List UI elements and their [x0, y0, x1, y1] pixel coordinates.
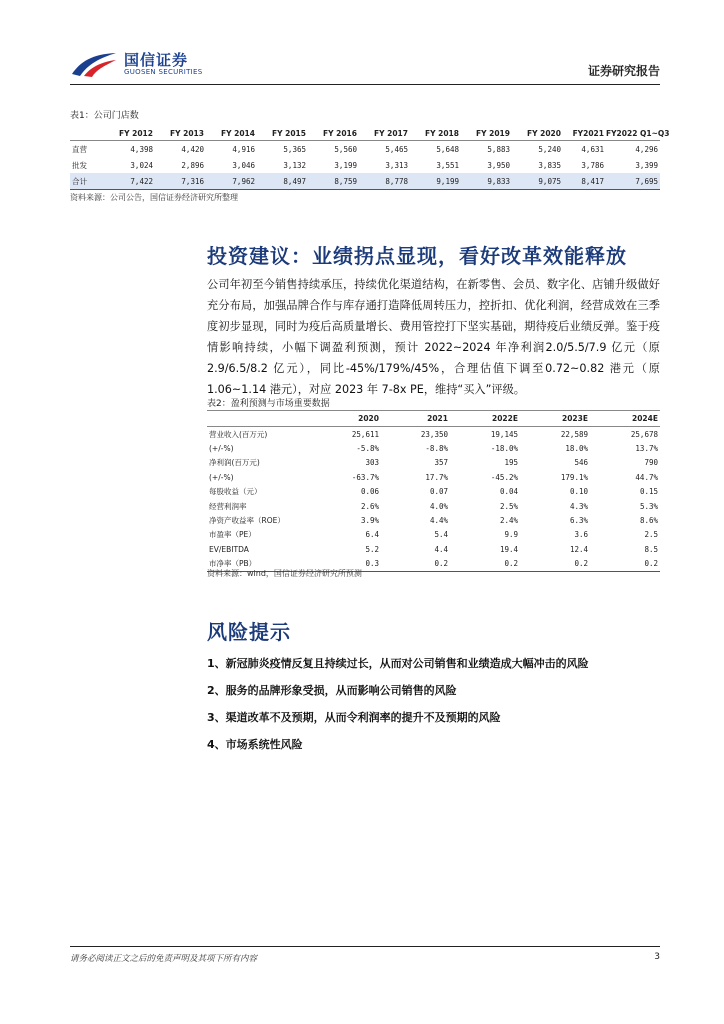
row-label: 净资产收益率（ROE）: [209, 516, 285, 526]
table-cell: 13.7%: [635, 444, 658, 454]
column-header: FY 2018: [410, 126, 461, 141]
table1-caption: 表1：公司门店数: [70, 111, 139, 121]
invest-paragraph: 公司年初至今销售持续承压，持续优化渠道结构，在新零售、会员、数字化、店铺升级做好充分布局，加强品牌合作与库存通打造降低周转压力，控折扣、优化利润，经营成效在三季度初步显现，同时为疫后高质量增长、费用管控打下坚实基础，期待疫后业绩反弹。鉴于疫情影响持续，小幅下调盈利预测，预计 2022~2024 年净利润2.0/5.5/7.9 亿元（原 2.9/6.5/8.2 亿元），同比-45%/179%/45%，合理估值下调至0.72~0.82 港元（原 1.06~1.14 港元），对应 2023 年 7-8x PE，维持“买入”评级。: [207, 278, 660, 396]
column-header: FY 2016: [308, 126, 359, 141]
table-cell: 546: [574, 458, 588, 468]
row-label: 市净率（PB）: [207, 557, 312, 572]
logo-text-cn: 国信证券: [124, 51, 189, 69]
table-cell: 3,313: [385, 160, 408, 170]
table-cell: 4,398: [130, 144, 153, 154]
table-cell: 2.4%: [499, 516, 518, 526]
table-cell: 6.3%: [569, 516, 588, 526]
table-cell: 5.3%: [639, 501, 658, 511]
forecast-row: [207, 499, 660, 513]
table-cell: 357: [434, 458, 448, 468]
store-count-row: [70, 157, 660, 173]
row-label: EV/EBITDA: [209, 544, 249, 554]
table-cell: 2,896: [181, 160, 204, 170]
table-cell: -63.7%: [351, 472, 379, 482]
table-cell: 3,132: [283, 160, 306, 170]
table-cell: 0.2: [590, 557, 660, 572]
table-cell: 5,648: [436, 144, 459, 154]
table-cell: 0.06: [360, 487, 379, 497]
forecast-row: [207, 513, 660, 527]
column-header: FY 2014: [206, 126, 257, 141]
table-cell: 4.3%: [569, 501, 588, 511]
table-cell: 790: [644, 458, 658, 468]
forecast-row: [207, 542, 660, 556]
table-cell: 0.2: [520, 557, 590, 572]
row-label: 市盈率（PE）: [209, 530, 256, 540]
table-cell: -45.2%: [490, 472, 518, 482]
table-cell: 4,296: [635, 144, 658, 154]
column-header: FY2022 Q1~Q3: [606, 126, 660, 141]
header-divider: [70, 84, 660, 85]
column-header: FY 2020: [512, 126, 563, 141]
table-cell: -5.8%: [356, 444, 379, 454]
column-header: 2021: [381, 411, 450, 427]
row-label: 每股收益（元）: [209, 487, 262, 497]
row-label: 合计: [70, 173, 104, 190]
table-cell: 5,883: [487, 144, 510, 154]
table-cell: 179.1%: [560, 472, 588, 482]
column-header: FY2021: [563, 126, 606, 141]
column-header: 2023E: [520, 411, 590, 427]
table-cell: 25,678: [630, 429, 658, 439]
column-header: FY 2019: [461, 126, 512, 141]
page-header: [70, 48, 660, 82]
table-cell: 8.5: [644, 544, 658, 554]
table1-source: 资料来源：公司公告，国信证券经济研究所整理: [70, 193, 238, 202]
column-header: 2022E: [450, 411, 520, 427]
table-cell: 0.15: [639, 487, 658, 497]
table-cell: 8.6%: [639, 516, 658, 526]
table-cell: 195: [504, 458, 518, 468]
table-cell: 3,551: [436, 160, 459, 170]
table-cell: 8,778: [359, 173, 410, 190]
table-cell: 8,759: [308, 173, 359, 190]
company-logo: [70, 48, 210, 82]
guosen-logo-icon: [70, 50, 118, 78]
table-cell: 2.6%: [360, 501, 379, 511]
table-cell: 3,399: [635, 160, 658, 170]
forecast-row: [207, 427, 660, 442]
column-header: FY 2017: [359, 126, 410, 141]
column-header: 2020: [312, 411, 381, 427]
table2-source: 资料来源：wind，国信证券经济研究所预测: [207, 569, 362, 578]
table-cell: 5,465: [385, 144, 408, 154]
table-cell: 5,560: [334, 144, 357, 154]
table-cell: 12.4: [569, 544, 588, 554]
table-cell: 4.0%: [429, 501, 448, 511]
table-cell: 7,962: [206, 173, 257, 190]
table-cell: 18.0%: [565, 444, 588, 454]
table-cell: 3,046: [232, 160, 255, 170]
invest-heading: 投资建议：业绩拐点显现，看好改革效能释放: [207, 244, 627, 268]
risk-item: 2、服务的品牌形象受损，从而影响公司销售的风险: [207, 684, 457, 697]
table-cell: 23,350: [420, 429, 448, 439]
forecast-table: [207, 410, 660, 572]
table-cell: 17.7%: [425, 472, 448, 482]
forecast-row: [207, 470, 660, 484]
forecast-row: [207, 485, 660, 499]
logo-text-en: GUOSEN SECURITIES: [124, 68, 203, 76]
table-cell: 5,365: [283, 144, 306, 154]
risk-item: 3、渠道改革不及预期，从而令利润率的提升不及预期的风险: [207, 711, 501, 724]
table-cell: 8,417: [563, 173, 606, 190]
table-cell: 0.10: [569, 487, 588, 497]
risk-heading: 风险提示: [207, 620, 291, 644]
table-cell: 7,422: [104, 173, 155, 190]
table-cell: 9,833: [461, 173, 512, 190]
table-cell: 22,589: [560, 429, 588, 439]
table-cell: 3,950: [487, 160, 510, 170]
forecast-row: [207, 528, 660, 542]
table-cell: 3.6: [574, 530, 588, 540]
table-cell: 3,024: [130, 160, 153, 170]
footer-disclaimer: 请务必阅读正文之后的免责声明及其项下所有内容: [70, 954, 258, 964]
table-cell: 25,611: [351, 429, 379, 439]
table-cell: 0.07: [429, 487, 448, 497]
store-count-row: [70, 141, 660, 158]
forecast-row: [207, 441, 660, 455]
table2-header-row: [207, 411, 660, 427]
table-cell: 4.4: [434, 544, 448, 554]
table-cell: 0.2: [381, 557, 450, 572]
table-cell: 19,145: [490, 429, 518, 439]
table-cell: 0.2: [450, 557, 520, 572]
table-cell: 4,916: [232, 144, 255, 154]
table-cell: 9,199: [410, 173, 461, 190]
table-cell: 0.04: [499, 487, 518, 497]
row-label: 经营利润率: [209, 501, 247, 511]
column-header: FY 2013: [155, 126, 206, 141]
column-header: FY 2012: [104, 126, 155, 141]
row-label: 批发: [72, 160, 87, 170]
table-cell: 0.3: [312, 557, 381, 572]
report-type-label: 证券研究报告: [587, 64, 660, 78]
store-count-row: [70, 173, 660, 190]
forecast-row: [207, 456, 660, 470]
table-cell: 2.5%: [499, 501, 518, 511]
table-cell: 3,786: [581, 160, 604, 170]
table-cell: 4,420: [181, 144, 204, 154]
table-cell: 44.7%: [635, 472, 658, 482]
table-cell: 8,497: [257, 173, 308, 190]
table-cell: 3.9%: [360, 516, 379, 526]
table-cell: 5.4: [434, 530, 448, 540]
table-cell: 19.4: [499, 544, 518, 554]
column-header: [207, 411, 312, 427]
row-label: (+/-%): [209, 472, 234, 482]
table-cell: 4.4%: [429, 516, 448, 526]
table-cell: 9.9: [504, 530, 518, 540]
table-cell: 303: [365, 458, 379, 468]
table-cell: 5.2: [365, 544, 379, 554]
table-cell: 3,835: [538, 160, 561, 170]
column-header: [70, 126, 104, 141]
column-header: FY 2015: [257, 126, 308, 141]
table-cell: 6.4: [365, 530, 379, 540]
table-cell: -8.8%: [425, 444, 448, 454]
table-cell: 9,075: [512, 173, 563, 190]
risk-item: 4、市场系统性风险: [207, 738, 303, 751]
table1-header-row: [70, 126, 660, 141]
row-label: 营业收入(百万元): [209, 429, 268, 439]
table2-caption: 表2：盈利预测与市场重要数据: [207, 399, 330, 409]
column-header: 2024E: [590, 411, 660, 427]
page-number: 3: [654, 952, 660, 962]
table-cell: -18.0%: [490, 444, 518, 454]
table-cell: 3,199: [334, 160, 357, 170]
row-label: 直营: [72, 144, 87, 154]
store-count-table: [70, 126, 670, 190]
table-cell: 2.5: [644, 530, 658, 540]
footer-divider: [70, 946, 660, 947]
row-label: 净利润(百万元): [209, 458, 260, 468]
table-cell: 4,631: [581, 144, 604, 154]
risk-list: [207, 655, 660, 763]
risk-item: 1、新冠肺炎疫情反复且持续过长，从而对公司销售和业绩造成大幅冲击的风险: [207, 657, 589, 670]
table-cell: 5,240: [538, 144, 561, 154]
table-cell: 7,316: [155, 173, 206, 190]
row-label: (+/-%): [209, 444, 234, 454]
table-cell: 7,695: [606, 173, 660, 190]
